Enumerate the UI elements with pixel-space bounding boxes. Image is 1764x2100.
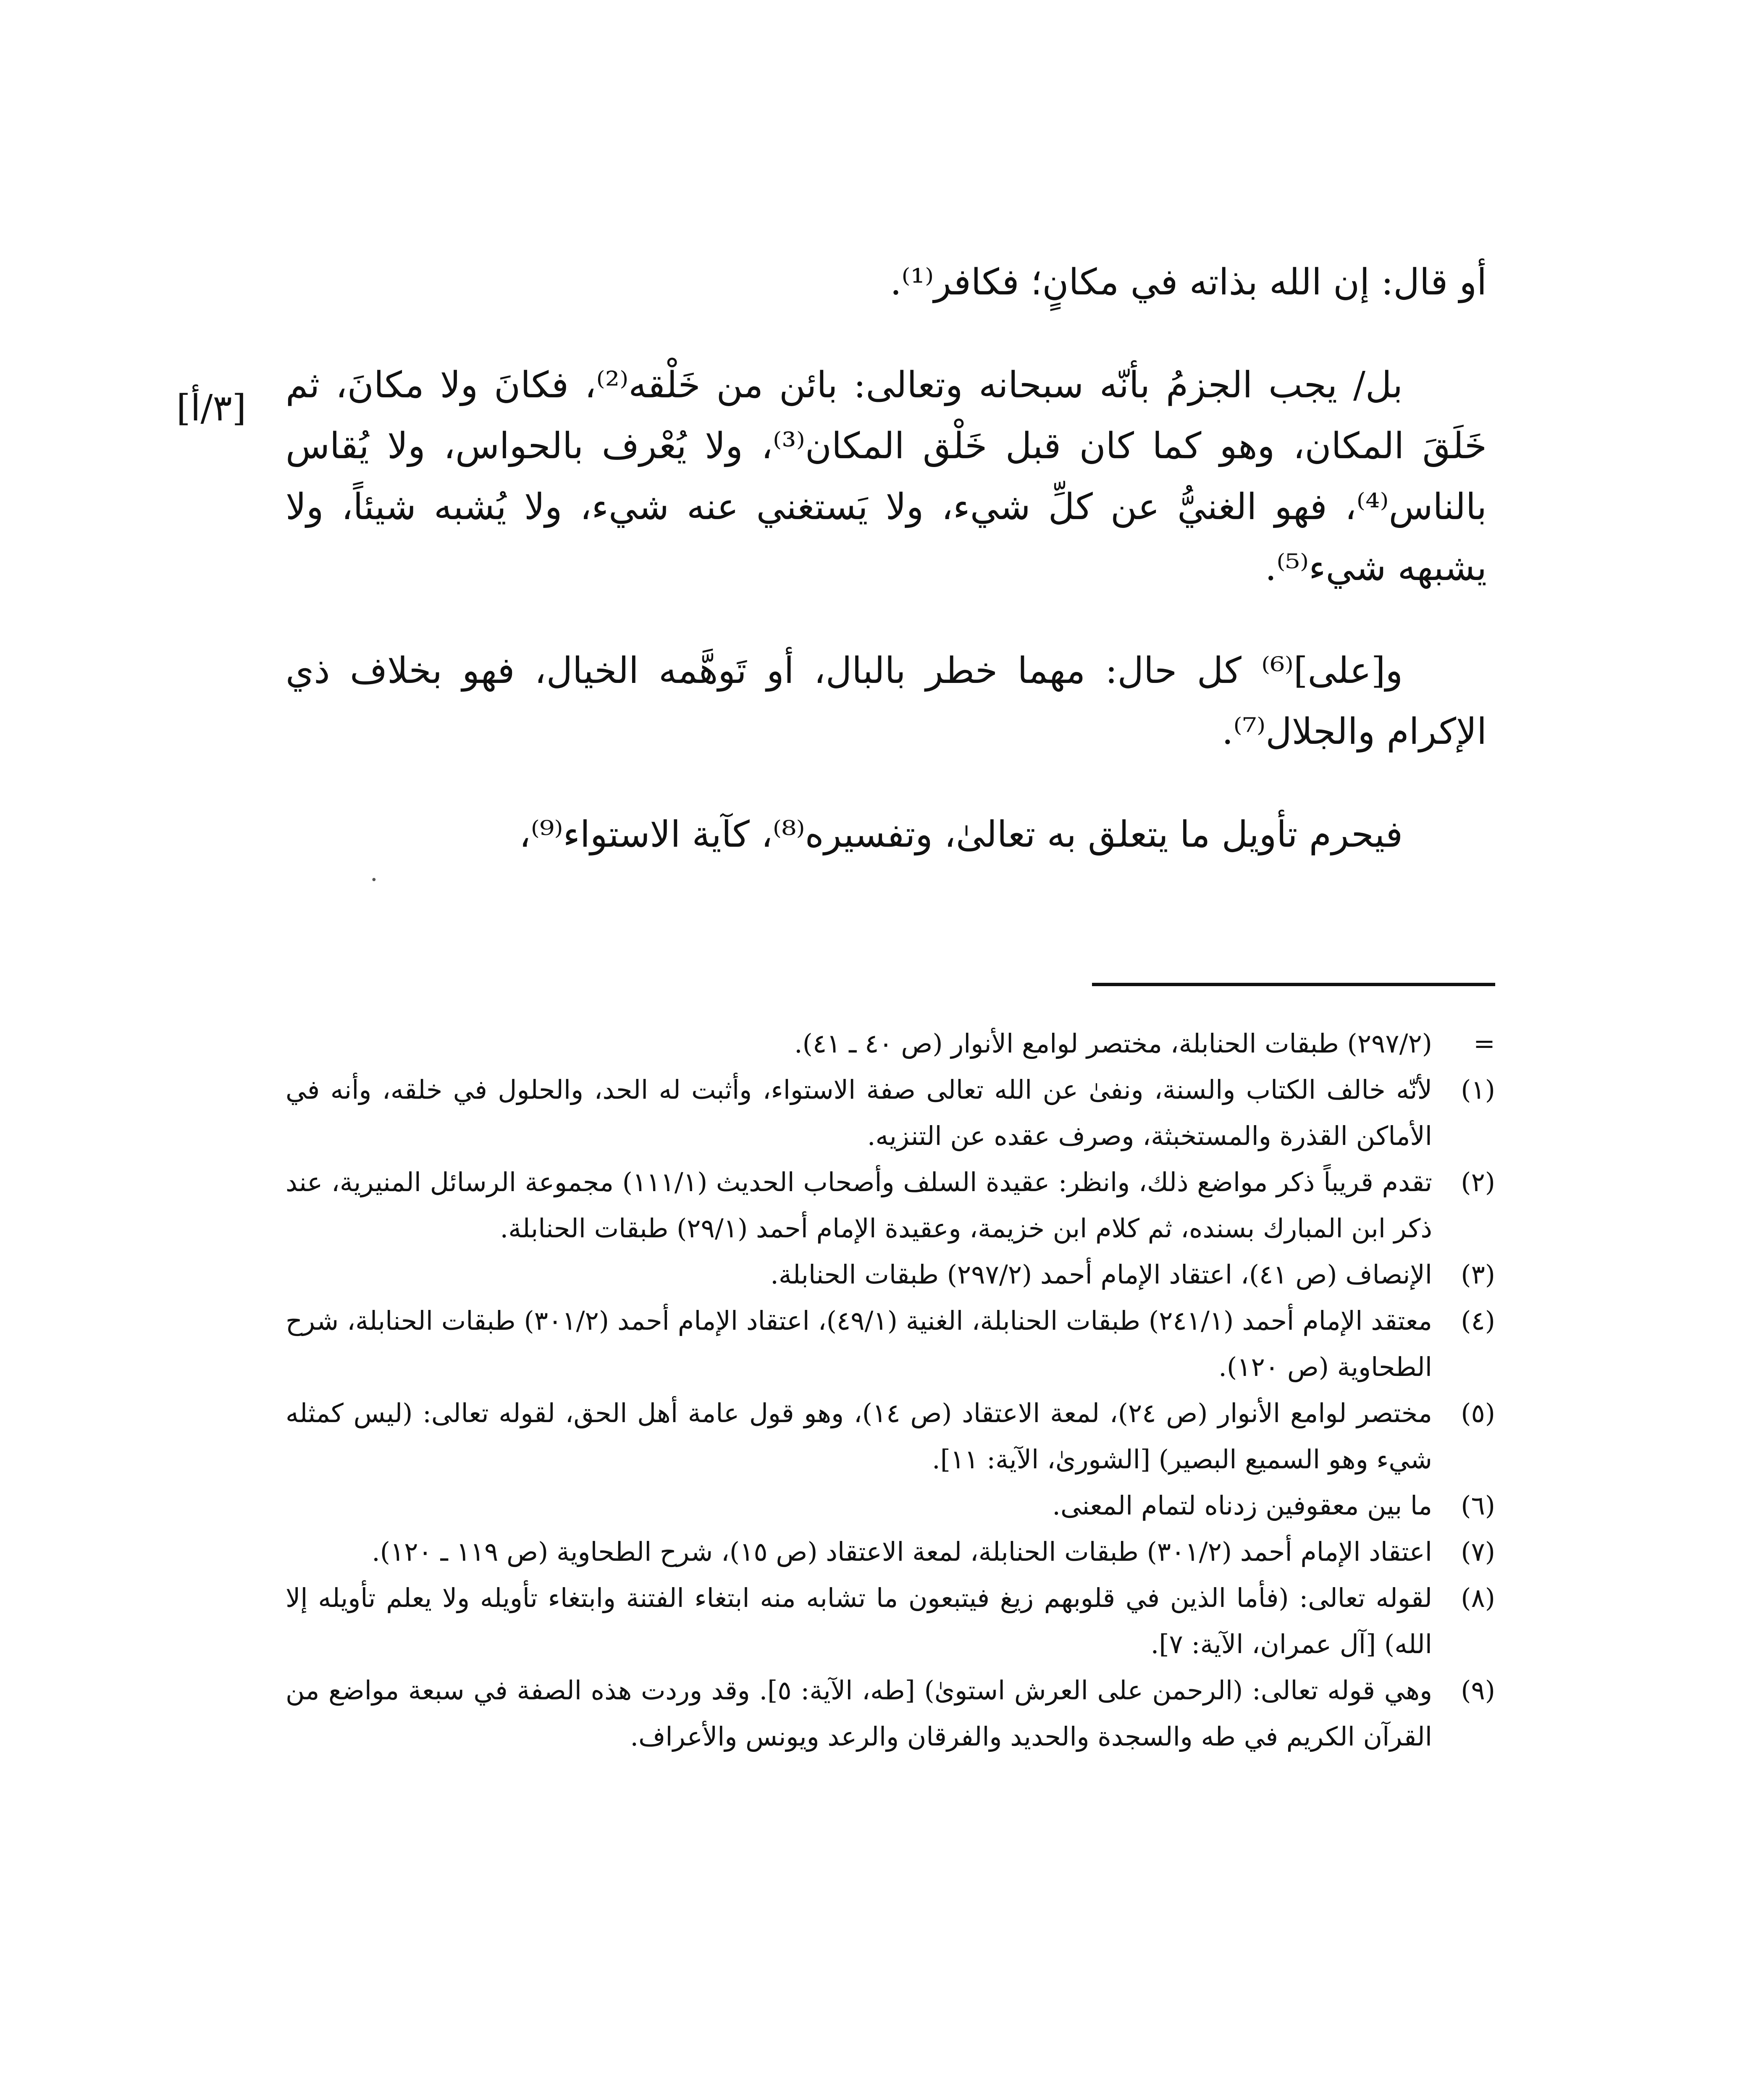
manuscript-folio-reference: [٣/أ] — [176, 387, 247, 429]
footnote-number: (٩) — [1461, 1675, 1495, 1706]
footnote-text: لأنّه خالف الكتاب والسنة، ونفىٰ عن الله تعالى صفة الاستواء، وأثبت له الحد، والحلول في خلقه، وأنه في الأماكن القذرة والمستخبثة، وصرف عقده عن التنزيه. — [286, 1074, 1432, 1151]
footnote-number: (٦) — [1461, 1490, 1495, 1521]
footnote-number: (٣) — [1461, 1259, 1495, 1290]
footnote-8 — [286, 1575, 1495, 1667]
footnote-1 — [286, 1067, 1495, 1159]
footnote-number: (٧) — [1461, 1536, 1495, 1567]
footnote-number: (٢) — [1461, 1167, 1495, 1197]
footnote-number: (٥) — [1461, 1398, 1495, 1428]
footnote-number: (١) — [1461, 1074, 1495, 1105]
footnote-text: وهي قوله تعالى: (الرحمن على العرش استوىٰ) [طه، الآية: ٥]. وقد وردت هذه الصفة في سبعة مواضع من القرآن الكريم في طه والسجدة والحديد والفرقان والرعد ويونس والأعراف. — [286, 1675, 1433, 1752]
stray-mark: · — [370, 865, 378, 895]
footnote-text: (٢٩٧/٢) طبقات الحنابلة، مختصر لوامع الأنوار (ص ٤٠ ـ ٤١). — [794, 1028, 1432, 1059]
footnote-7 — [286, 1529, 1495, 1575]
footnote-text: معتقد الإمام أحمد (٢٤١/١) طبقات الحنابلة، الغنية (٤٩/١)، اعتقاد الإمام أحمد (٣٠١/٢) طبقات الحنابلة، شرح الطحاوية (ص ١٢٠). — [286, 1305, 1433, 1382]
footnote-4 — [286, 1298, 1495, 1390]
paragraph-3: و[على]⁽⁶⁾ كل حال: مهما خطر بالبال، أو تَوهَّمه الخيال، فهو بخلاف ذي الإكرام والجلال⁽⁷⁾. — [286, 650, 1487, 753]
footnote-text: ما بين معقوفين زدناه لتمام المعنى. — [1052, 1490, 1432, 1521]
footnote-text: تقدم قريباً ذكر مواضع ذلك، وانظر: عقيدة السلف وأصحاب الحديث (١١١/١) مجموعة الرسائل المنيرية، عند ذكر ابن المبارك بسنده، ثم كلام ابن خزيمة، وعقيدة الإمام أحمد (٢٩/١) طبقات الحنابلة. — [286, 1167, 1432, 1244]
footnote-3 — [286, 1252, 1495, 1298]
footnote-text: مختصر لوامع الأنوار (ص ٢٤)، لمعة الاعتقاد (ص ١٤)، وهو قول عامة أهل الحق، لقوله تعالى: (ليس كمثله شيء وهو السميع البصير) [الشورىٰ، الآية: ١١]. — [286, 1398, 1432, 1475]
paragraph-1: أو قال: إن الله بذاته في مكانٍ؛ فكافر⁽¹⁾. — [890, 261, 1487, 303]
footnote-continuation — [286, 1021, 1495, 1067]
footnote-5 — [286, 1390, 1495, 1483]
footnote-number: (٤) — [1461, 1305, 1495, 1336]
paragraph-4: فيحرم تأويل ما يتعلق به تعالىٰ، وتفسيره⁽⁸⁾، كآية الاستواء⁽⁹⁾، — [519, 814, 1403, 856]
footnote-number: (٨) — [1461, 1583, 1495, 1613]
footnote-text: لقوله تعالى: (فأما الذين في قلوبهم زيغ فيتبعون ما تشابه منه ابتغاء الفتنة وابتغاء تأويله ولا يعلم تأويله إلا الله) [آل عمران، الآية: ٧]. — [286, 1583, 1432, 1659]
footnotes — [286, 1021, 1495, 1760]
main-text — [286, 252, 1487, 907]
footnote-9 — [286, 1667, 1495, 1760]
footnote-separator-rule — [1092, 983, 1495, 986]
paragraph-2: بل/ يجب الجزمُ بأنّه سبحانه وتعالى: بائن من خَلْقه⁽²⁾، فكانَ ولا مكانَ، ثم خَلَقَ المكان، وهو كما كان قبل خَلْق المكان⁽³⁾، ولا يُعْرف بالحواس، ولا يُقاس بالناس⁽⁴⁾، فهو الغنيُّ عن كلِّ شيء، ولا يَستغني عنه شيء، ولا يُشبه شيئاً، ولا يشبهه شيء⁽⁵⁾. — [286, 364, 1487, 589]
footnote-marker: = — [1473, 1028, 1495, 1059]
footnote-6 — [286, 1483, 1495, 1529]
footnote-text: اعتقاد الإمام أحمد (٣٠١/٢) طبقات الحنابلة، لمعة الاعتقاد (ص ١٥)، شرح الطحاوية (ص ١١٩ ـ ١٢٠). — [372, 1536, 1432, 1567]
footnote-text: الإنصاف (ص ٤١)، اعتقاد الإمام أحمد (٢٩٧/٢) طبقات الحنابلة. — [770, 1259, 1432, 1290]
footnote-2 — [286, 1159, 1495, 1252]
